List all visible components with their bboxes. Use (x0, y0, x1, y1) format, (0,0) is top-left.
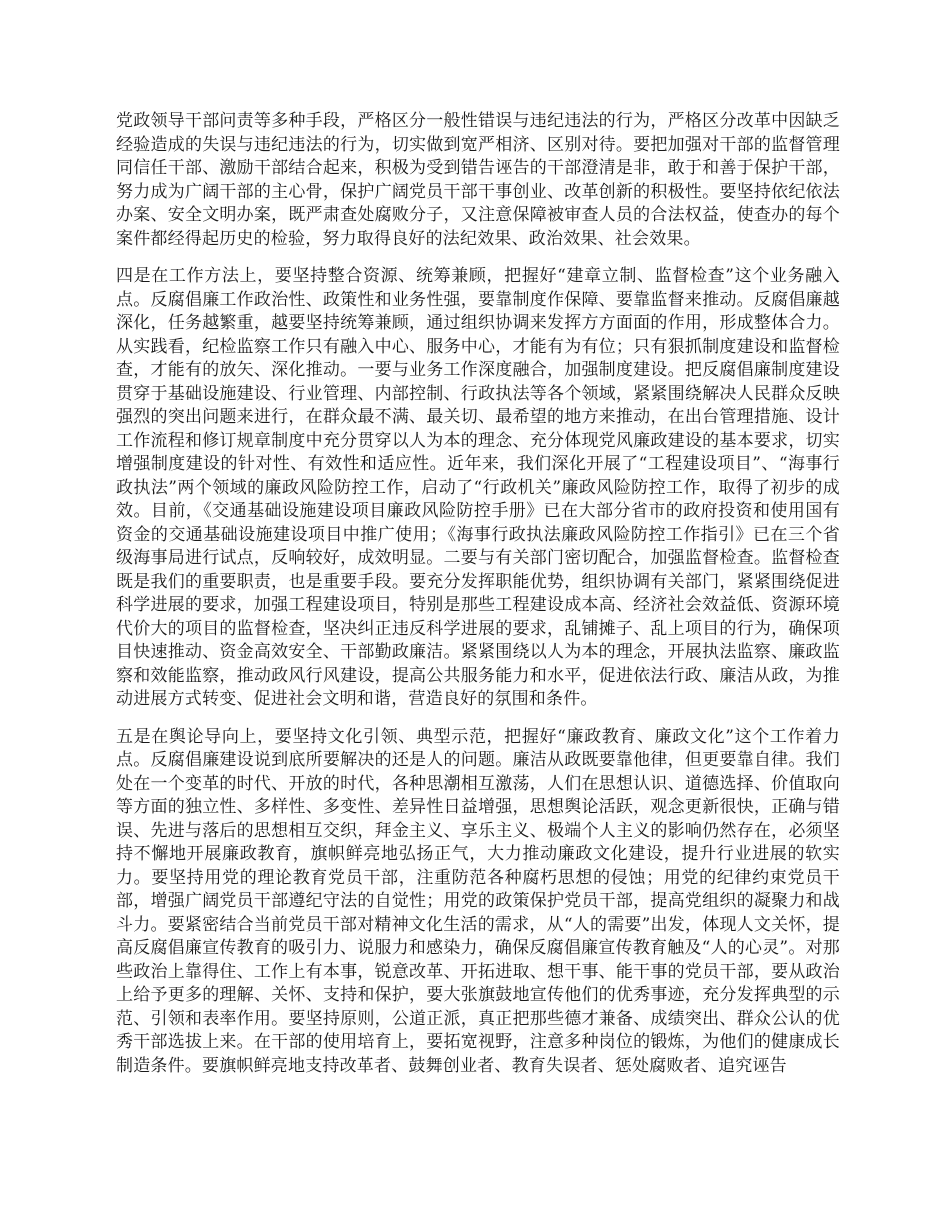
paragraph-public-opinion: 五是在舆论导向上，要坚持文化引领、典型示范，把握好“廉政教育、廉政文化”这个工作着力点。反腐倡廉建设说到底所要解决的还是人的问题。廉洁从政既要靠他律，但更要靠自律。我们处在一个变革的时代、开放的时代，各种思潮相互激荡，人们在思想认识、道德选择、价值取向等方面的独立性、多样性、多变性、差异性日益增强，思想舆论活跃，观念更新很快，正确与错误、先进与落后的思想相互交织，拜金主义、享乐主义、极端个人主义的影响仍然存在，必须坚持不懈地开展廉政教育，旗帜鲜亮地弘扬正气，大力推动廉政文化建设，提升行业进展的软实力。要坚持用党的理论教育党员干部，注重防范各种腐朽思想的侵蚀；用党的纪律约束党员干部，增强广阔党员干部遵纪守法的自觉性；用党的政策保护党员干部，提高党组织的凝聚力和战斗力。要紧密结合当前党员干部对精神文化生活的需求，从“人的需要”出发，体现人文关怀，提高反腐倡廉宣传教育的吸引力、说服力和感染力，确保反腐倡廉宣传教育触及“人的心灵”。对那些政治上靠得住、工作上有本事，锐意改革、开拓进取、想干事、能干事的党员干部，要从政治上给予更多的理解、关怀、支持和保护，要大张旗鼓地宣传他们的优秀事迹，充分发挥典型的示范、引领和表率作用。要坚持原则，公道正派，真正把那些德才兼备、成绩突出、群众公认的优秀干部选拔上来。在干部的使用培育上，要拓宽视野，注意多种岗位的锻炼，为他们的健康成长制造条件。要旗帜鲜亮地支持改革者、鼓舞创业者、教育失误者、惩处腐败者、追究诬告 (116, 726, 840, 1076)
paragraph-accountability: 党政领导干部问责等多种手段，严格区分一般性错误与违纪违法的行为，严格区分改革中因缺乏经验造成的失误与违纪违法的行为，切实做到宽严相济、区别对待。要把加强对干部的监督管理同信任干部、激励干部结合起来，积极为受到错告诬告的干部澄清是非，敢于和善于保护干部，努力成为广阔干部的主心骨，保护广阔党员干部干事创业、改革创新的积极性。要坚持依纪依法办案、安全文明办案，既严肃查处腐败分子，又注意保障被审查人员的合法权益，使查办的每个案件都经得起历史的检验，努力取得良好的法纪效果、政治效果、社会效果。 (116, 111, 840, 249)
document-body (116, 110, 840, 1092)
paragraph-work-method: 四是在工作方法上，要坚持整合资源、统筹兼顾，把握好“建章立制、监督检查”这个业务融入点。反腐倡廉工作政治性、政策性和业务性强，要靠制度作保障、要靠监督来推动。反腐倡廉越深化，任务越繁重，越要坚持统筹兼顾，通过组织协调来发挥方方面面的作用，形成整体合力。从实践看，纪检监察工作只有融入中心、服务中心，才能有为有位；只有狠抓制度建设和监督检查，才能有的放矢、深化推动。一要与业务工作深度融合，加强制度建设。把反腐倡廉制度建设贯穿于基础设施建设、行业管理、内部控制、行政执法等各个领域，紧紧围绕解决人民群众反映强烈的突出问题来进行，在群众最不满、最关切、最希望的地方来推动，在出台管理措施、设计工作流程和修订规章制度中充分贯穿以人为本的理念、充分体现党风廉政建设的基本要求，切实增强制度建设的针对性、有效性和适应性。近年来，我们深化开展了“工程建设项目”、“海事行政执法”两个领域的廉政风险防控工作，启动了“行政机关”廉政风险防控工作，取得了初步的成效。目前，《交通基础设施建设项目廉政风险防控手册》已在大部分省市的政府投资和使用国有资金的交通基础设施建设项目中推广使用；《海事行政执法廉政风险防控工作指引》已在三个省级海事局进行试点，反响较好，成效明显。二要与有关部门密切配合，加强监督检查。监督检查既是我们的重要职责，也是重要手段。要充分发挥职能优势，组织协调有关部门，紧紧围绕促进科学进展的要求，加强工程建设项目，特别是那些工程建设成本高、经济社会效益低、资源环境代价大的项目的监督检查，坚决纠正违反科学进展的要求，乱铺摊子、乱上项目的行为，确保项目快速推动、资金高效安全、干部勤政廉洁。紧紧围绕以人为本的理念，开展执法监察、廉政监察和效能监察，推动政风行风建设，提高公共服务能力和水平，促进依法行政、廉洁从政，为推动进展方式转变、促进社会文明和谐，营造良好的氛围和条件。 (116, 266, 840, 709)
